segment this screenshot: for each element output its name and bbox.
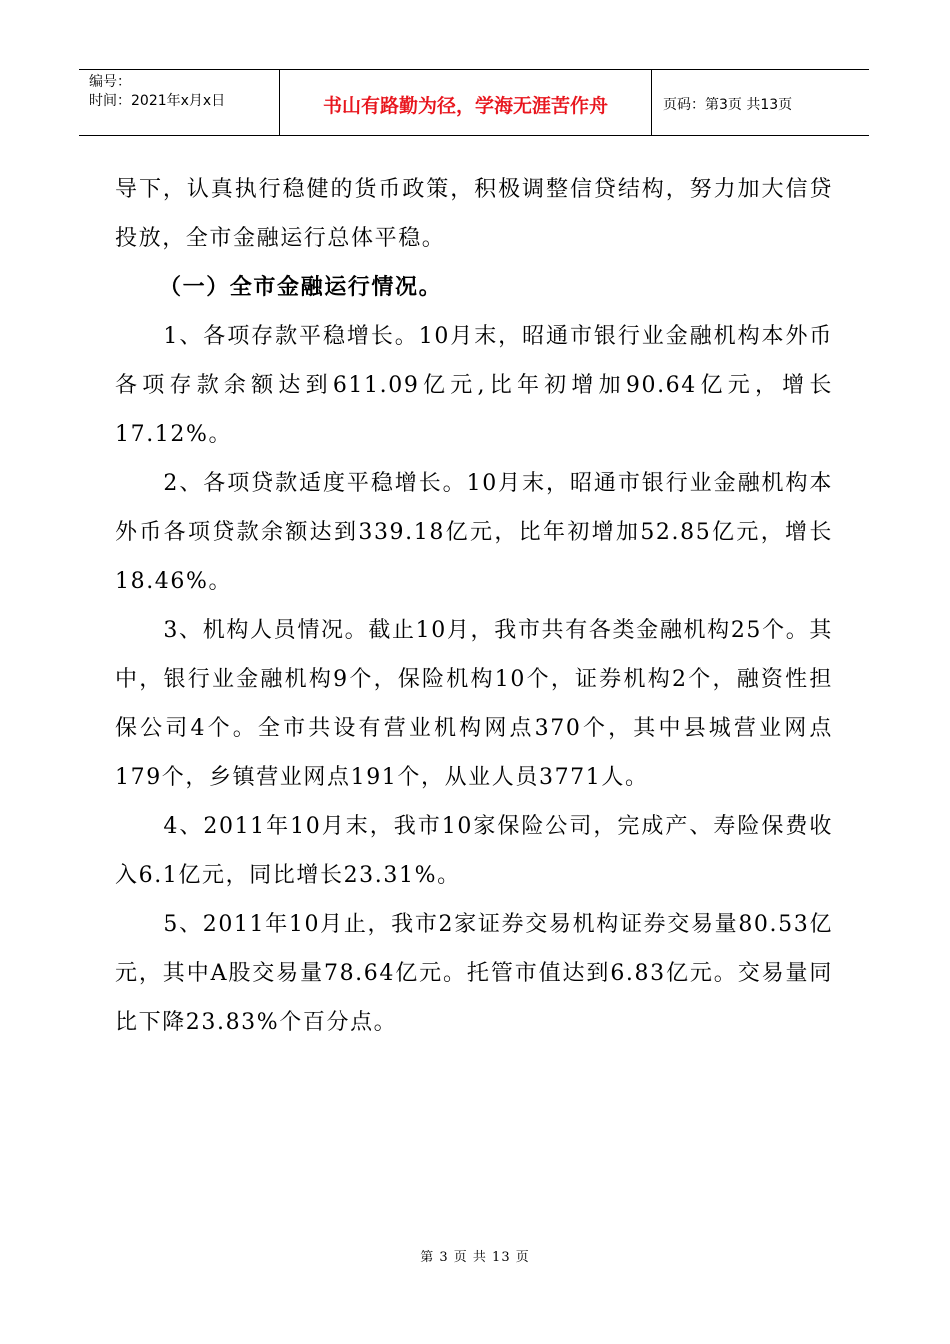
header-page-code: 页码：第3页 共13页 (663, 96, 793, 113)
header-motto: 书山有路勤为径，学海无涯苦作舟 (280, 70, 652, 135)
page-footer: 第 3 页 共 13 页 (420, 1250, 530, 1265)
paragraph-institutions: 3、机构人员情况。截止10月，我市共有各类金融机构25个。其中，银行业金融机构9个，保险机构10个，证券机构2个，融资性担保公司4个。全市共设有营业机构网点370个，其中县城营业网点179个，乡镇营业网点191个，从业人员3771人。 (115, 618, 833, 790)
page-header (79, 69, 869, 136)
section-heading: （一）全市金融运行情况。 (159, 275, 443, 300)
paragraph-deposits: 1、各项存款平稳增长。10月末，昭通市银行业金融机构本外币各项存款余额达到611.09亿元,比年初增加90.64亿元，增长17.12%。 (115, 324, 833, 447)
document-number: 编号： (89, 74, 131, 90)
document-body (115, 165, 833, 1047)
paragraph-securities: 5、2011年10月止，我市2家证券交易机构证券交易量80.53亿元，其中A股交易量78.64亿元。托管市值达到6.83亿元。交易量同比下降23.83%个百分点。 (115, 912, 833, 1035)
document-time: 时间：2021年x月x日 (89, 93, 226, 109)
header-meta (79, 70, 280, 135)
paragraph-continuation: 导下，认真执行稳健的货币政策，积极调整信贷结构，努力加大信贷投放，全市金融运行总体平稳。 (115, 177, 833, 251)
paragraph-insurance: 4、2011年10月末，我市10家保险公司，完成产、寿险保费收入6.1亿元，同比增长23.31%。 (115, 814, 833, 888)
paragraph-loans: 2、各项贷款适度平稳增长。10月末，昭通市银行业金融机构本外币各项贷款余额达到339.18亿元，比年初增加52.85亿元，增长18.46%。 (115, 471, 833, 594)
